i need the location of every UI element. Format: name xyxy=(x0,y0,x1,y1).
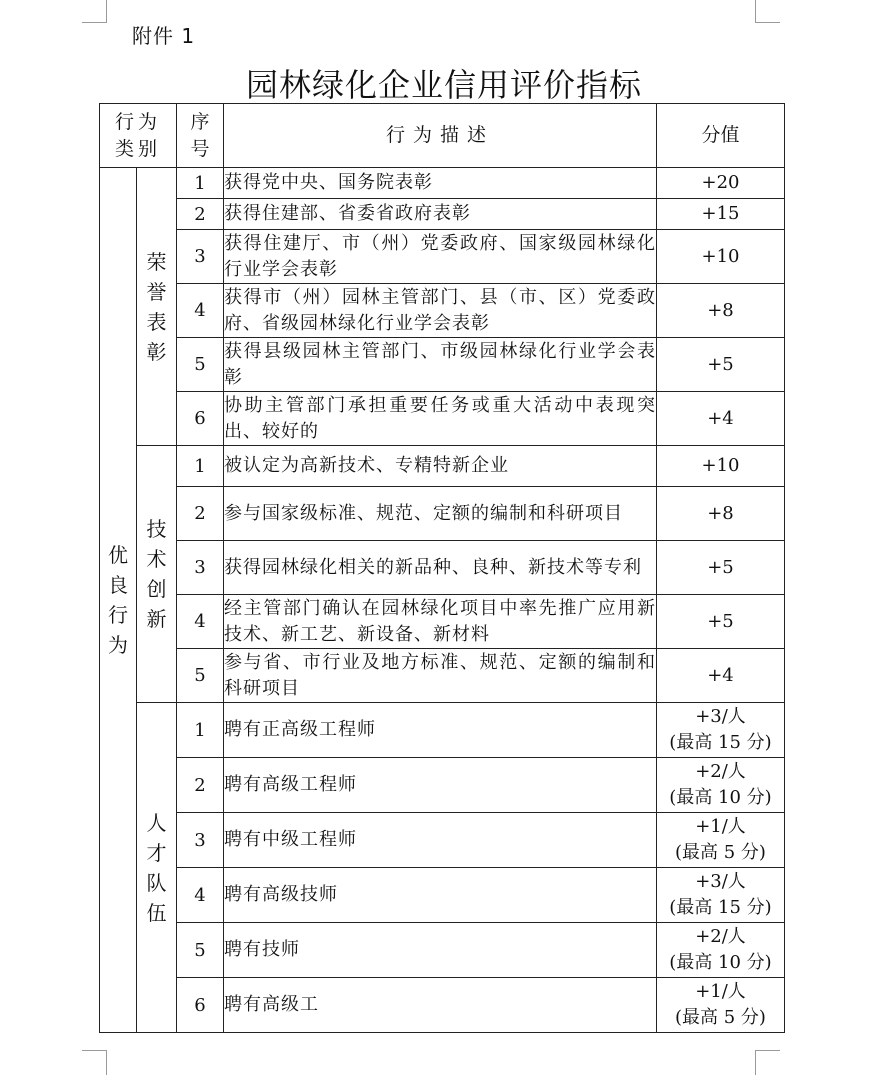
subcategory-cell xyxy=(137,703,177,1033)
table-row xyxy=(100,199,785,230)
table-row xyxy=(100,813,785,868)
score-cap: (最高 15 分) xyxy=(669,897,772,918)
score-cell xyxy=(657,868,785,923)
table-row xyxy=(100,703,785,758)
behavior-description: 聘有高级工 xyxy=(224,978,657,1033)
table-row xyxy=(100,868,785,923)
behavior-description: 聘有正高级工程师 xyxy=(224,703,657,758)
score-cell xyxy=(657,284,785,338)
score-value: +2/人 xyxy=(695,761,746,782)
header-seq: 序号 xyxy=(177,104,224,168)
score-cap: (最高 15 分) xyxy=(669,732,772,753)
page-corner-mark xyxy=(82,1050,107,1075)
table-row xyxy=(100,338,785,392)
row-number: 4 xyxy=(177,595,224,649)
behavior-description: 聘有高级技师 xyxy=(224,868,657,923)
table-row xyxy=(100,595,785,649)
subcategory-label: 人才队伍 xyxy=(146,810,167,925)
behavior-description: 参与省、市行业及地方标准、规范、定额的编制和科研项目 xyxy=(224,649,657,703)
score-value: +2/人 xyxy=(695,926,746,947)
row-number: 5 xyxy=(177,923,224,978)
row-number: 3 xyxy=(177,541,224,595)
table-row xyxy=(100,168,785,199)
behavior-description: 获得市（州）园林主管部门、县（市、区）党委政府、省级园林绿化行业学会表彰 xyxy=(224,284,657,338)
score-cell xyxy=(657,978,785,1033)
behavior-description: 聘有高级工程师 xyxy=(224,758,657,813)
score-cap: (最高 10 分) xyxy=(669,787,772,808)
header-category: 行为类别 xyxy=(100,104,177,168)
behavior-description: 聘有中级工程师 xyxy=(224,813,657,868)
score-cap: (最高 10 分) xyxy=(669,952,772,973)
table-row xyxy=(100,541,785,595)
subcategory-cell xyxy=(137,446,177,703)
row-number: 6 xyxy=(177,978,224,1033)
score-value: +5 xyxy=(707,610,734,632)
row-number: 2 xyxy=(177,487,224,541)
score-value: +8 xyxy=(707,502,734,524)
table-row xyxy=(100,923,785,978)
page-corner-mark xyxy=(755,0,780,23)
score-value: +10 xyxy=(701,245,740,267)
table-row xyxy=(100,284,785,338)
document-title: 园林绿化企业信用评价指标 xyxy=(245,66,642,104)
score-cell xyxy=(657,703,785,758)
header-score: 分值 xyxy=(657,104,785,168)
score-cell xyxy=(657,649,785,703)
score-cell xyxy=(657,813,785,868)
attachment-label: 附件 1 xyxy=(132,24,196,48)
score-value: +10 xyxy=(701,455,740,476)
score-cell xyxy=(657,338,785,392)
behavior-description: 经主管部门确认在园林绿化项目中率先推广应用新技术、新工艺、新设备、新材料 xyxy=(224,595,657,649)
row-number: 5 xyxy=(177,649,224,703)
page-corner-mark xyxy=(755,1050,780,1075)
score-value: +8 xyxy=(707,299,734,321)
table-header-row xyxy=(100,104,785,168)
header-description: 行为描述 xyxy=(224,104,657,168)
table-row xyxy=(100,487,785,541)
row-number: 6 xyxy=(177,392,224,446)
score-value: +1/人 xyxy=(695,981,746,1002)
table-row xyxy=(100,649,785,703)
row-number: 5 xyxy=(177,338,224,392)
row-number: 2 xyxy=(177,199,224,230)
score-cell xyxy=(657,446,785,487)
score-cell xyxy=(657,168,785,199)
behavior-description: 获得县级园林主管部门、市级园林绿化行业学会表彰 xyxy=(224,338,657,392)
score-value: +20 xyxy=(701,172,740,193)
behavior-description: 协助主管部门承担重要任务或重大活动中表现突出、较好的 xyxy=(224,392,657,446)
score-cell xyxy=(657,541,785,595)
row-number: 4 xyxy=(177,868,224,923)
behavior-description: 获得住建部、省委省政府表彰 xyxy=(224,199,657,230)
row-number: 3 xyxy=(177,813,224,868)
subcategory-cell xyxy=(137,168,177,446)
row-number: 4 xyxy=(177,284,224,338)
score-cell xyxy=(657,199,785,230)
score-cell xyxy=(657,758,785,813)
score-cap: (最高 5 分) xyxy=(675,1007,766,1028)
table-row xyxy=(100,978,785,1033)
table-row xyxy=(100,230,785,284)
score-value: +5 xyxy=(707,353,734,375)
score-value: +4 xyxy=(707,664,734,686)
behavior-description: 聘有技师 xyxy=(224,923,657,978)
row-number: 3 xyxy=(177,230,224,284)
score-cell xyxy=(657,595,785,649)
behavior-description: 参与国家级标准、规范、定额的编制和科研项目 xyxy=(224,487,657,541)
table-row xyxy=(100,392,785,446)
table-body xyxy=(100,168,785,1033)
score-cap: (最高 5 分) xyxy=(675,842,766,863)
score-value: +5 xyxy=(707,556,734,578)
table-row xyxy=(100,446,785,487)
behavior-description: 获得园林绿化相关的新品种、良种、新技术等专利 xyxy=(224,541,657,595)
row-number: 1 xyxy=(177,168,224,199)
subcategory-label: 荣誉表彰 xyxy=(146,249,167,364)
behavior-description: 被认定为高新技术、专精特新企业 xyxy=(224,446,657,487)
score-cell xyxy=(657,230,785,284)
score-value: +4 xyxy=(707,407,734,429)
credit-evaluation-table xyxy=(99,103,785,1033)
behavior-description: 获得党中央、国务院表彰 xyxy=(224,168,657,199)
score-value: +3/人 xyxy=(695,706,746,727)
row-number: 2 xyxy=(177,758,224,813)
score-value: +3/人 xyxy=(695,871,746,892)
row-number: 1 xyxy=(177,446,224,487)
score-cell xyxy=(657,923,785,978)
score-value: +1/人 xyxy=(695,816,746,837)
category-cell xyxy=(100,168,137,1033)
score-cell xyxy=(657,487,785,541)
behavior-description: 获得住建厅、市（州）党委政府、国家级园林绿化行业学会表彰 xyxy=(224,230,657,284)
page-corner-mark xyxy=(82,0,107,23)
table-row xyxy=(100,758,785,813)
score-cell xyxy=(657,392,785,446)
subcategory-label: 技术创新 xyxy=(146,517,167,631)
category-label: 优良行为 xyxy=(108,543,128,657)
score-value: +15 xyxy=(701,203,740,224)
row-number: 1 xyxy=(177,703,224,758)
